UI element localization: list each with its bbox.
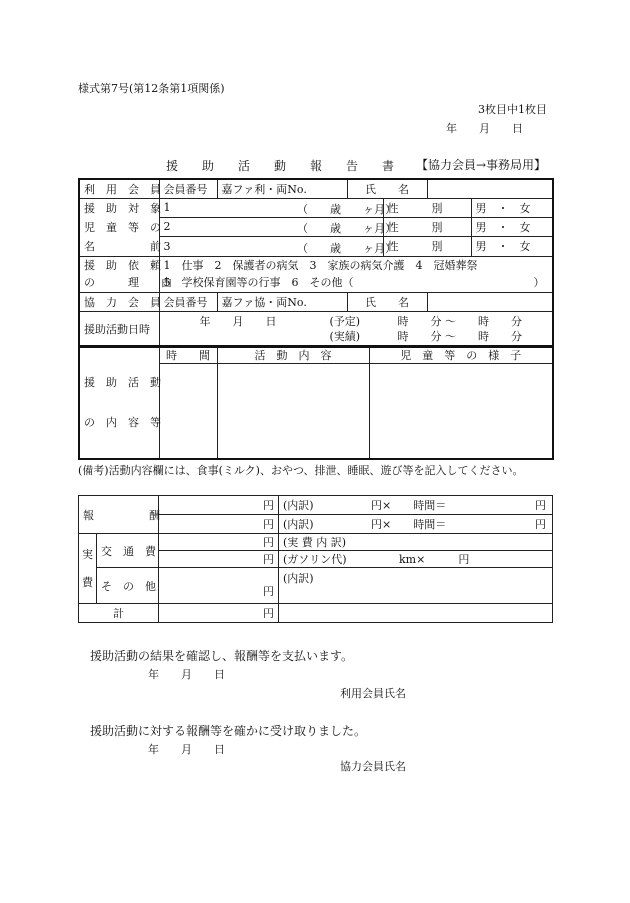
total-blank: [279, 604, 553, 623]
other-amount[interactable]: 円: [159, 568, 279, 604]
sex-label: 性 別: [383, 198, 471, 217]
reward-rate: 円× 時間＝: [371, 499, 447, 512]
coop-name-label: 氏 名: [347, 292, 427, 311]
col-child-header: 児 童 等 の 様 子: [369, 346, 553, 364]
coop-member-label: 協 力 会 員: [79, 292, 159, 311]
note-text: (備考)活動内容欄には、食事(ミルク)、おやつ、排泄、睡眠、遊び等を記入してください。: [78, 464, 524, 477]
child-entry-area[interactable]: [369, 364, 553, 459]
form-number: 様式第7号(第12条第1項関係): [78, 82, 225, 95]
child-age: （ 歳 ヶ月）: [297, 222, 396, 236]
user-number-field[interactable]: [217, 179, 347, 198]
sex-options-3[interactable]: 男 ・ 女: [471, 237, 553, 256]
sex-label: 性 別: [383, 237, 471, 256]
other-breakdown[interactable]: (内訳): [279, 568, 553, 604]
yen-unit: 円: [535, 499, 546, 512]
reason-label-line: の 理 由: [84, 276, 172, 289]
reason-label-line: 援 助 依 頼: [84, 259, 161, 272]
activity-label-line: の 内 容 等: [84, 416, 161, 430]
planned-label: (予定): [329, 314, 361, 328]
reward-label: 報 酬: [79, 496, 159, 534]
child-name-field-1[interactable]: [159, 198, 396, 217]
coop-number-field[interactable]: [217, 292, 347, 311]
reason-close-paren: ）: [533, 276, 545, 289]
header-date: 年 月 日: [446, 122, 523, 135]
child-no: 2: [163, 220, 171, 234]
breakdown-label: (内訳): [283, 499, 314, 512]
breakdown-label: (内訳): [283, 518, 314, 531]
user-signature-label: 利用会員氏名: [340, 687, 406, 700]
user-name-field[interactable]: [427, 179, 553, 198]
main-report-table: [78, 178, 554, 348]
confirm-receipt-date[interactable]: 年 月 日: [148, 743, 225, 756]
user-number-label: 会員番号: [159, 179, 217, 198]
coop-name-field[interactable]: [427, 292, 553, 311]
child-name-field-2[interactable]: [159, 217, 396, 236]
datetime-field[interactable]: [159, 311, 553, 347]
page-title: 援 助 活 動 報 告 書: [166, 159, 395, 173]
activity-table: [78, 345, 554, 460]
transport-label: 交 通 費: [97, 534, 159, 568]
total-label: 計: [79, 604, 159, 623]
confirm-receipt-text: 援助活動に対する報酬等を確かに受け取りました。: [90, 724, 367, 738]
activity-label: [79, 346, 159, 459]
activity-label-line: 援 助 活 動: [84, 376, 161, 390]
transport-amount-2[interactable]: 円: [159, 551, 279, 568]
actual-label: (実績): [329, 329, 361, 343]
reason-line-1: 1 仕事 2 保護者の病気 3 家族の病気介護 4 冠婚葬祭: [163, 259, 478, 272]
reward-breakdown-1[interactable]: [279, 496, 553, 515]
actual-breakdown[interactable]: (実 費 内 訳): [279, 534, 553, 551]
activity-date: 年 月 日: [199, 314, 277, 328]
user-name-label: 氏 名: [347, 179, 427, 198]
reason-line-2: 5 学校保育園等の行事 6 その他（: [163, 276, 354, 289]
user-number-prefix: 嘉ファ利・両No.: [221, 182, 307, 196]
gasoline-label: (ガソリン代): [283, 553, 347, 566]
sex-options-1[interactable]: 男 ・ 女: [471, 198, 553, 217]
col-time-header: 時 間: [159, 346, 217, 364]
transport-amount-1[interactable]: 円: [159, 534, 279, 551]
reward-breakdown-2[interactable]: [279, 515, 553, 534]
planned-time: 時 分 ～ 時 分: [397, 314, 522, 328]
child-no: 3: [163, 239, 171, 253]
reward-amount-2[interactable]: 円: [159, 515, 279, 534]
time-entry-area[interactable]: [159, 364, 217, 459]
reward-rate: 円× 時間＝: [371, 518, 447, 531]
child-age: （ 歳 ヶ月）: [297, 241, 396, 255]
sex-label: 性 別: [383, 217, 471, 236]
other-label: そ の 他: [97, 568, 159, 604]
confirm-payment-date[interactable]: 年 月 日: [148, 668, 225, 681]
coop-number-label: 会員番号: [159, 292, 217, 311]
child-label-line: 援 助 対 象: [84, 201, 161, 215]
col-content-header: 活 動 内 容: [217, 346, 369, 364]
reason-label: [79, 256, 172, 292]
yen-unit: 円: [535, 518, 546, 531]
page-count: 3枚目中1枚目: [478, 103, 547, 116]
child-no: 1: [163, 201, 171, 215]
coop-number-prefix: 嘉ファ協・両No.: [221, 295, 307, 309]
gasoline-rate: km× 円: [399, 553, 470, 566]
user-member-label: 利 用 会 員: [79, 179, 159, 198]
coop-signature-label: 協力会員氏名: [340, 760, 406, 773]
gasoline-row[interactable]: [279, 551, 553, 568]
child-label-line: 児 童 等 の: [84, 220, 161, 234]
fee-table: [78, 495, 553, 623]
expense-label: 実 費: [79, 534, 97, 604]
sex-options-2[interactable]: 男 ・ 女: [471, 217, 553, 236]
datetime-label: 援助活動日時: [79, 311, 159, 347]
confirm-payment-text: 援助活動の結果を確認し、報酬等を支払います。: [90, 649, 354, 663]
title-tag: 【協力会員→事務局用】: [416, 158, 547, 172]
child-label-line: 名 前: [84, 239, 161, 253]
actual-time: 時 分 ～ 時 分: [397, 329, 522, 343]
child-age: （ 歳 ヶ月）: [297, 203, 396, 217]
child-label: [79, 198, 159, 256]
reason-options[interactable]: [159, 256, 553, 292]
child-name-field-3[interactable]: [159, 237, 396, 256]
total-amount[interactable]: 円: [159, 604, 279, 623]
reward-amount-1[interactable]: 円: [159, 496, 279, 515]
content-entry-area[interactable]: [217, 364, 369, 459]
